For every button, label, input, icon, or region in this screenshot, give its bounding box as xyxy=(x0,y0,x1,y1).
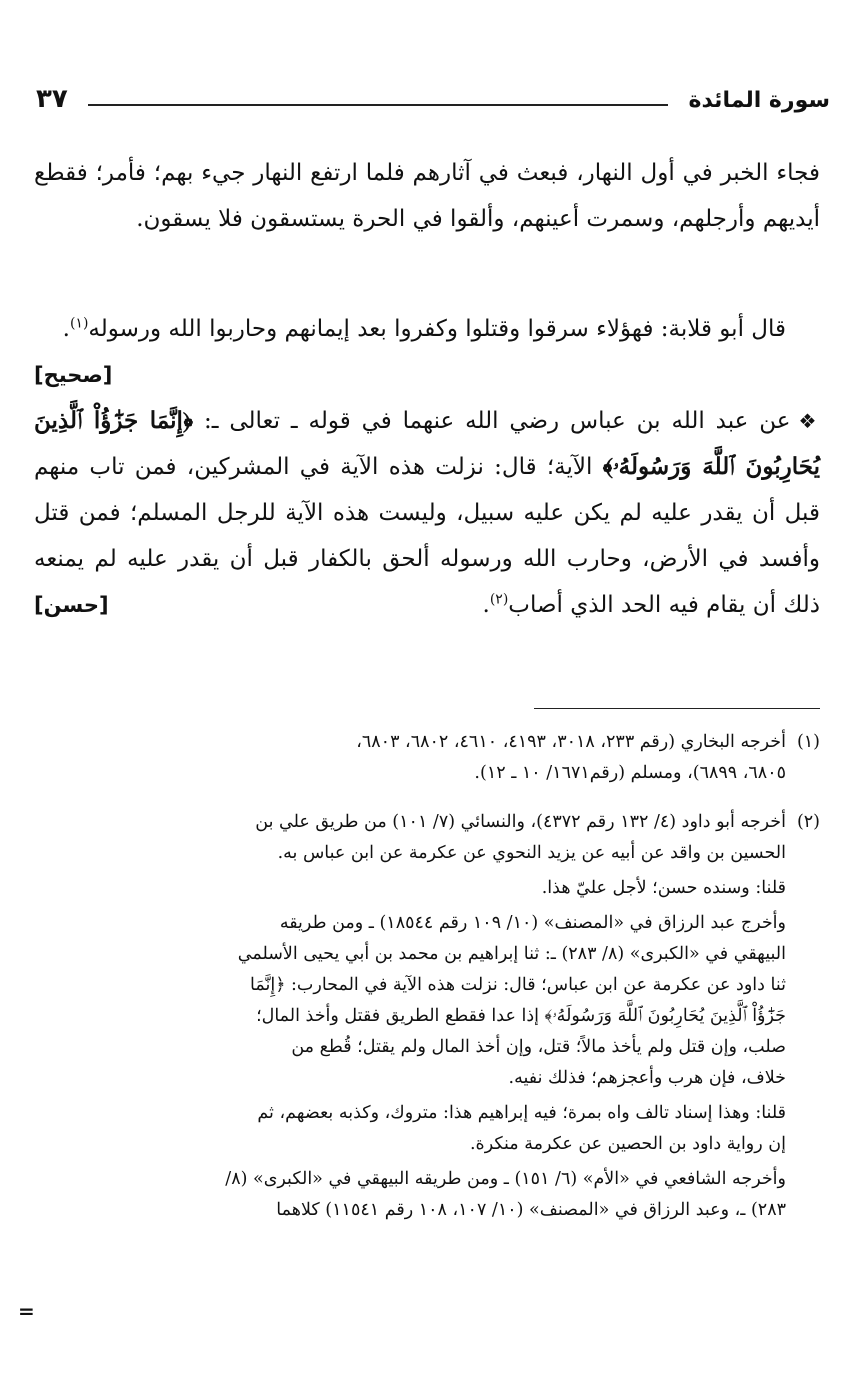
paragraph-2-text xyxy=(34,306,820,387)
footnote-1-line-2: ٦٨٠٥، ٦٨٩٩)، ومسلم (رقم١٦٧١/ ١٠ ـ ١٢). xyxy=(474,763,786,783)
footnote-2-line-4: وأخرج عبد الرزاق في «المصنف» (١٠/ ١٠٩ رقم ١٨٥٤٤) ـ ومن طريقه xyxy=(279,913,786,933)
paragraph-1 xyxy=(34,150,820,242)
footnote-2-line-7: جَزَٰٓؤُاْ ٱلَّذِينَ يُحَارِبُونَ ٱللَّهَ وَرَسُولَهُۥ﴾ إذا عدا فقطع الطريق فقتل وأخذ المال؛ xyxy=(256,1006,786,1026)
header-rule xyxy=(88,104,668,106)
paragraph-3-intro: عن عبد الله بن عباس رضي الله عنهما في قوله ـ تعالى ـ: xyxy=(204,408,791,434)
paragraph-1-text: فجاء الخبر في أول النهار، فبعث في آثارهم فلما ارتفع النهار جيء بهم؛ فأمر؛ فقطع أيديهم وأرجلهم، وسمرت أعينهم، وألقوا في الحرة يستسقون فلا يسقون. xyxy=(34,160,820,232)
grade-sahih: [صحيح] xyxy=(34,363,113,387)
quran-verse: ﴿إِنَّمَا جَزَٰٓؤُاْ ٱلَّذِينَ يُحَارِبُونَ ٱللَّهَ وَرَسُولَهُۥ﴾ xyxy=(34,407,820,480)
footnote-2-number: (٢) xyxy=(796,812,820,832)
footnote-2-line-5: البيهقي في «الكبرى» (٨/ ٢٨٣) ـ: ثنا إبراهيم بن محمد بن أبي يحيى الأسلمي xyxy=(237,944,786,964)
footnote-ref-2: (٢) xyxy=(489,591,509,608)
footnote-2-text-1: أخرجه أبو داود (٤/ ١٣٢ رقم ٤٣٧٢)، والنسائي (٧/ ١٠١) من طريق علي بن xyxy=(255,812,786,832)
footnote-2-line-2: الحسين بن واقد عن أبيه عن يزيد النحوي عن عكرمة عن ابن عباس به. xyxy=(277,843,786,863)
paragraph-3-period: . xyxy=(482,592,490,618)
paragraph-3-body: الآية؛ قال: نزلت هذه الآية في المشركين، فمن تاب منهم قبل أن يقدر عليه لم يكن عليه سبيل، وليست هذه الآية للرجل المسلم؛ فمن قتل وأفسد في الأرض، وحارب الله ورسوله ألحق بالكفار قبل أن يقدر عليه لم يمنعه ذلك أن يقام فيه الحد الذي أصاب xyxy=(34,454,820,618)
diamond-icon: ❖ xyxy=(798,409,821,433)
paragraph-3 xyxy=(34,398,820,628)
footnote-1 xyxy=(34,727,820,789)
footnote-2-line-11: إن رواية داود بن الحصين عن عكرمة منكرة. xyxy=(469,1134,786,1154)
footnote-2-line-1 xyxy=(34,807,820,838)
footnote-1-number: (١) xyxy=(796,732,820,752)
footnote-2 xyxy=(34,807,820,1226)
paragraph-3-text xyxy=(34,398,820,628)
footnote-1-line-1 xyxy=(34,727,820,758)
footnote-2-line-8: صلب، وإن قتل ولم يأخذ مالاً؛ قتل، وإن أخذ المال ولم يقتل؛ قُطع من xyxy=(291,1037,786,1057)
footnote-2-line-13: ٢٨٣) ـ، وعبد الرزاق في «المصنف» (١٠/ ١٠٧، ١٠٨ رقم ١١٥٤١) كلاهما xyxy=(276,1200,786,1220)
footnote-2-line-3: قلنا: وسنده حسن؛ لأجل عليّ هذا. xyxy=(541,878,786,898)
paragraph-2-period: . xyxy=(62,316,70,342)
paragraph-2-body: قال أبو قلابة: فهؤلاء سرقوا وقتلوا وكفروا بعد إيمانهم وحاربوا الله ورسوله xyxy=(88,316,786,342)
surah-title: سورة المائدة xyxy=(688,88,830,113)
footnote-ref-1: (١) xyxy=(69,315,89,332)
continuation-mark: = xyxy=(18,1299,35,1323)
footnote-2-line-6: ثنا داود عن عكرمة عن ابن عباس؛ قال: نزلت هذه الآية في المحارب: ﴿إِنَّمَا xyxy=(250,975,786,995)
grade-hasan: [حسن] xyxy=(34,593,109,617)
paragraph-2 xyxy=(34,306,820,398)
page-header xyxy=(30,84,836,124)
page-number: ٣٧ xyxy=(36,84,68,114)
footnote-separator xyxy=(534,708,820,709)
footnote-1-text-1: أخرجه البخاري (رقم ٢٣٣، ٣٠١٨، ٤١٩٣، ٤٦١٠، ٦٨٠٢، ٦٨٠٣، xyxy=(356,732,786,752)
footnote-2-line-9: خلاف، فإن هرب وأعجزهم؛ فذلك نفيه. xyxy=(508,1068,786,1088)
footnote-2-line-12: وأخرجه الشافعي في «الأم» (٦/ ١٥١) ـ ومن طريقه البيهقي في «الكبرى» (٨/ xyxy=(225,1169,786,1189)
footnote-2-line-10: قلنا: وهذا إسناد تالف واه بمرة؛ فيه إبراهيم هذا: متروك، وكذبه بعضهم، ثم xyxy=(257,1103,786,1123)
